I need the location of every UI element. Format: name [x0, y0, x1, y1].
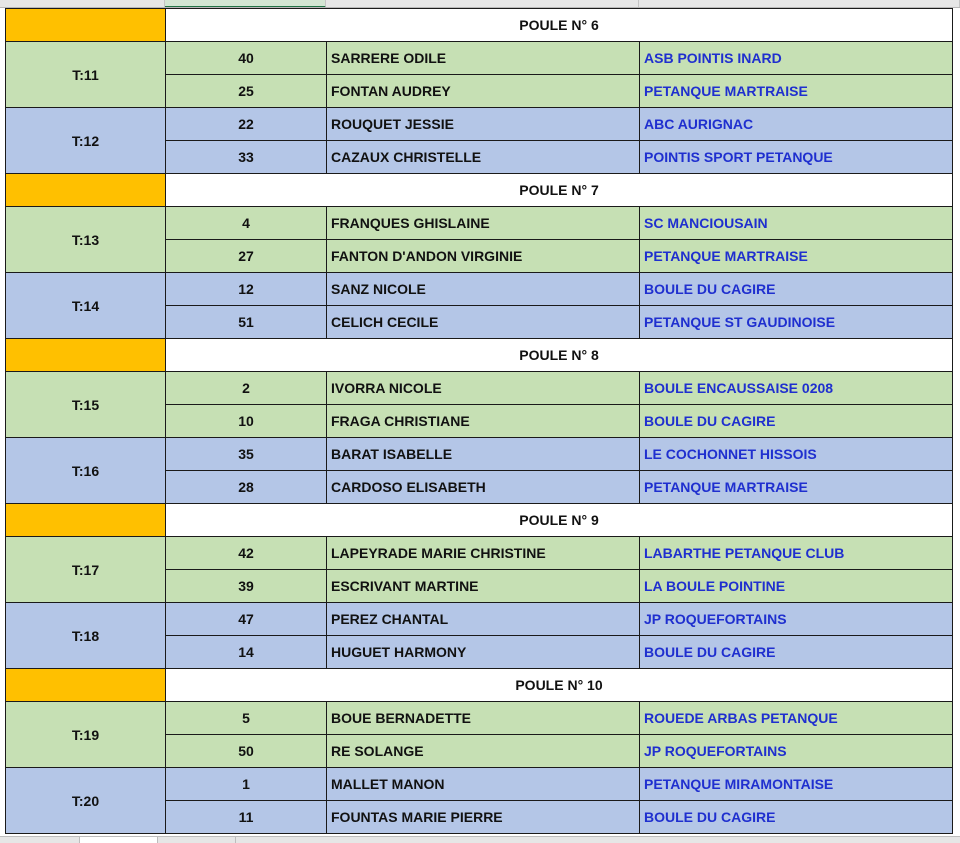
team-label[interactable]: T:15	[6, 372, 166, 438]
player-row	[6, 42, 953, 75]
player-club[interactable]: BOULE DU CAGIRE	[640, 801, 953, 834]
player-club[interactable]: ASB POINTIS INARD	[640, 42, 953, 75]
player-number[interactable]: 27	[166, 240, 327, 273]
poule-title[interactable]: POULE N° 8	[166, 339, 953, 372]
team-label[interactable]: T:13	[6, 207, 166, 273]
player-club[interactable]: JP ROQUEFORTAINS	[640, 735, 953, 768]
player-row	[6, 702, 953, 735]
player-number[interactable]: 22	[166, 108, 327, 141]
player-row	[6, 207, 953, 240]
team-label[interactable]: T:16	[6, 438, 166, 504]
column-header-b[interactable]	[165, 0, 326, 8]
player-number[interactable]: 12	[166, 273, 327, 306]
sheet-tabs-bar	[0, 836, 960, 843]
player-name[interactable]: LAPEYRADE MARIE CHRISTINE	[327, 537, 640, 570]
player-number[interactable]: 42	[166, 537, 327, 570]
column-header-c[interactable]	[326, 0, 639, 8]
player-number[interactable]: 50	[166, 735, 327, 768]
player-name[interactable]: FOUNTAS MARIE PIERRE	[327, 801, 640, 834]
player-club[interactable]: POINTIS SPORT PETANQUE	[640, 141, 953, 174]
player-club[interactable]: ROUEDE ARBAS PETANQUE	[640, 702, 953, 735]
player-row	[6, 273, 953, 306]
player-number[interactable]: 40	[166, 42, 327, 75]
poules-table	[5, 8, 953, 834]
player-number[interactable]: 5	[166, 702, 327, 735]
player-name[interactable]: MALLET MANON	[327, 768, 640, 801]
player-number[interactable]: 14	[166, 636, 327, 669]
poule-marker-cell[interactable]	[6, 669, 166, 702]
player-row	[6, 603, 953, 636]
player-name[interactable]: ROUQUET JESSIE	[327, 108, 640, 141]
player-name[interactable]: CARDOSO ELISABETH	[327, 471, 640, 504]
player-club[interactable]: PETANQUE ST GAUDINOISE	[640, 306, 953, 339]
player-club[interactable]: BOULE DU CAGIRE	[640, 405, 953, 438]
sheet-tab[interactable]	[158, 837, 236, 843]
poule-title[interactable]: POULE N° 7	[166, 174, 953, 207]
player-name[interactable]: FRANQUES GHISLAINE	[327, 207, 640, 240]
player-name[interactable]: RE SOLANGE	[327, 735, 640, 768]
poule-header-row	[6, 9, 953, 42]
player-name[interactable]: PEREZ CHANTAL	[327, 603, 640, 636]
player-row	[6, 768, 953, 801]
player-name[interactable]: BOUE BERNADETTE	[327, 702, 640, 735]
poule-marker-cell[interactable]	[6, 504, 166, 537]
poule-title[interactable]: POULE N° 9	[166, 504, 953, 537]
sheet-tab-active[interactable]	[80, 837, 158, 843]
poule-title[interactable]: POULE N° 6	[166, 9, 953, 42]
player-number[interactable]: 39	[166, 570, 327, 603]
team-label[interactable]: T:18	[6, 603, 166, 669]
player-row	[6, 537, 953, 570]
team-label[interactable]: T:12	[6, 108, 166, 174]
player-number[interactable]: 51	[166, 306, 327, 339]
player-name[interactable]: SARRERE ODILE	[327, 42, 640, 75]
player-name[interactable]: SANZ NICOLE	[327, 273, 640, 306]
sheet-tab-nav[interactable]	[0, 837, 80, 843]
player-club[interactable]: LE COCHONNET HISSOIS	[640, 438, 953, 471]
player-number[interactable]: 2	[166, 372, 327, 405]
player-number[interactable]: 25	[166, 75, 327, 108]
player-number[interactable]: 33	[166, 141, 327, 174]
player-row	[6, 372, 953, 405]
player-name[interactable]: BARAT ISABELLE	[327, 438, 640, 471]
poule-marker-cell[interactable]	[6, 339, 166, 372]
player-club[interactable]: BOULE ENCAUSSAISE 0208	[640, 372, 953, 405]
player-number[interactable]: 10	[166, 405, 327, 438]
team-label[interactable]: T:19	[6, 702, 166, 768]
team-label[interactable]: T:11	[6, 42, 166, 108]
player-number[interactable]: 35	[166, 438, 327, 471]
player-club[interactable]: JP ROQUEFORTAINS	[640, 603, 953, 636]
player-club[interactable]: BOULE DU CAGIRE	[640, 636, 953, 669]
player-name[interactable]: FRAGA CHRISTIANE	[327, 405, 640, 438]
player-name[interactable]: FANTON D'ANDON VIRGINIE	[327, 240, 640, 273]
team-label[interactable]: T:20	[6, 768, 166, 834]
column-header-d[interactable]	[639, 0, 960, 8]
player-name[interactable]: FONTAN AUDREY	[327, 75, 640, 108]
player-club[interactable]: PETANQUE MIRAMONTAISE	[640, 768, 953, 801]
column-header-bar	[0, 0, 960, 8]
team-label[interactable]: T:17	[6, 537, 166, 603]
player-name[interactable]: CAZAUX CHRISTELLE	[327, 141, 640, 174]
poule-header-row	[6, 669, 953, 702]
player-club[interactable]: BOULE DU CAGIRE	[640, 273, 953, 306]
player-number[interactable]: 1	[166, 768, 327, 801]
player-row	[6, 108, 953, 141]
team-label[interactable]: T:14	[6, 273, 166, 339]
player-name[interactable]: IVORRA NICOLE	[327, 372, 640, 405]
player-club[interactable]: LABARTHE PETANQUE CLUB	[640, 537, 953, 570]
player-number[interactable]: 28	[166, 471, 327, 504]
poule-marker-cell[interactable]	[6, 174, 166, 207]
player-number[interactable]: 11	[166, 801, 327, 834]
poule-header-row	[6, 174, 953, 207]
column-header-a[interactable]	[0, 0, 165, 8]
player-name[interactable]: ESCRIVANT MARTINE	[327, 570, 640, 603]
player-club[interactable]: PETANQUE MARTRAISE	[640, 471, 953, 504]
player-number[interactable]: 4	[166, 207, 327, 240]
poule-header-row	[6, 504, 953, 537]
poule-header-row	[6, 339, 953, 372]
player-name[interactable]: CELICH CECILE	[327, 306, 640, 339]
player-club[interactable]: SC MANCIOUSAIN	[640, 207, 953, 240]
player-name[interactable]: HUGUET HARMONY	[327, 636, 640, 669]
player-club[interactable]: ABC AURIGNAC	[640, 108, 953, 141]
poule-title[interactable]: POULE N° 10	[166, 669, 953, 702]
player-number[interactable]: 47	[166, 603, 327, 636]
player-club[interactable]: PETANQUE MARTRAISE	[640, 240, 953, 273]
player-club[interactable]: LA BOULE POINTINE	[640, 570, 953, 603]
player-club[interactable]: PETANQUE MARTRAISE	[640, 75, 953, 108]
poule-marker-cell[interactable]	[6, 9, 166, 42]
player-row	[6, 438, 953, 471]
